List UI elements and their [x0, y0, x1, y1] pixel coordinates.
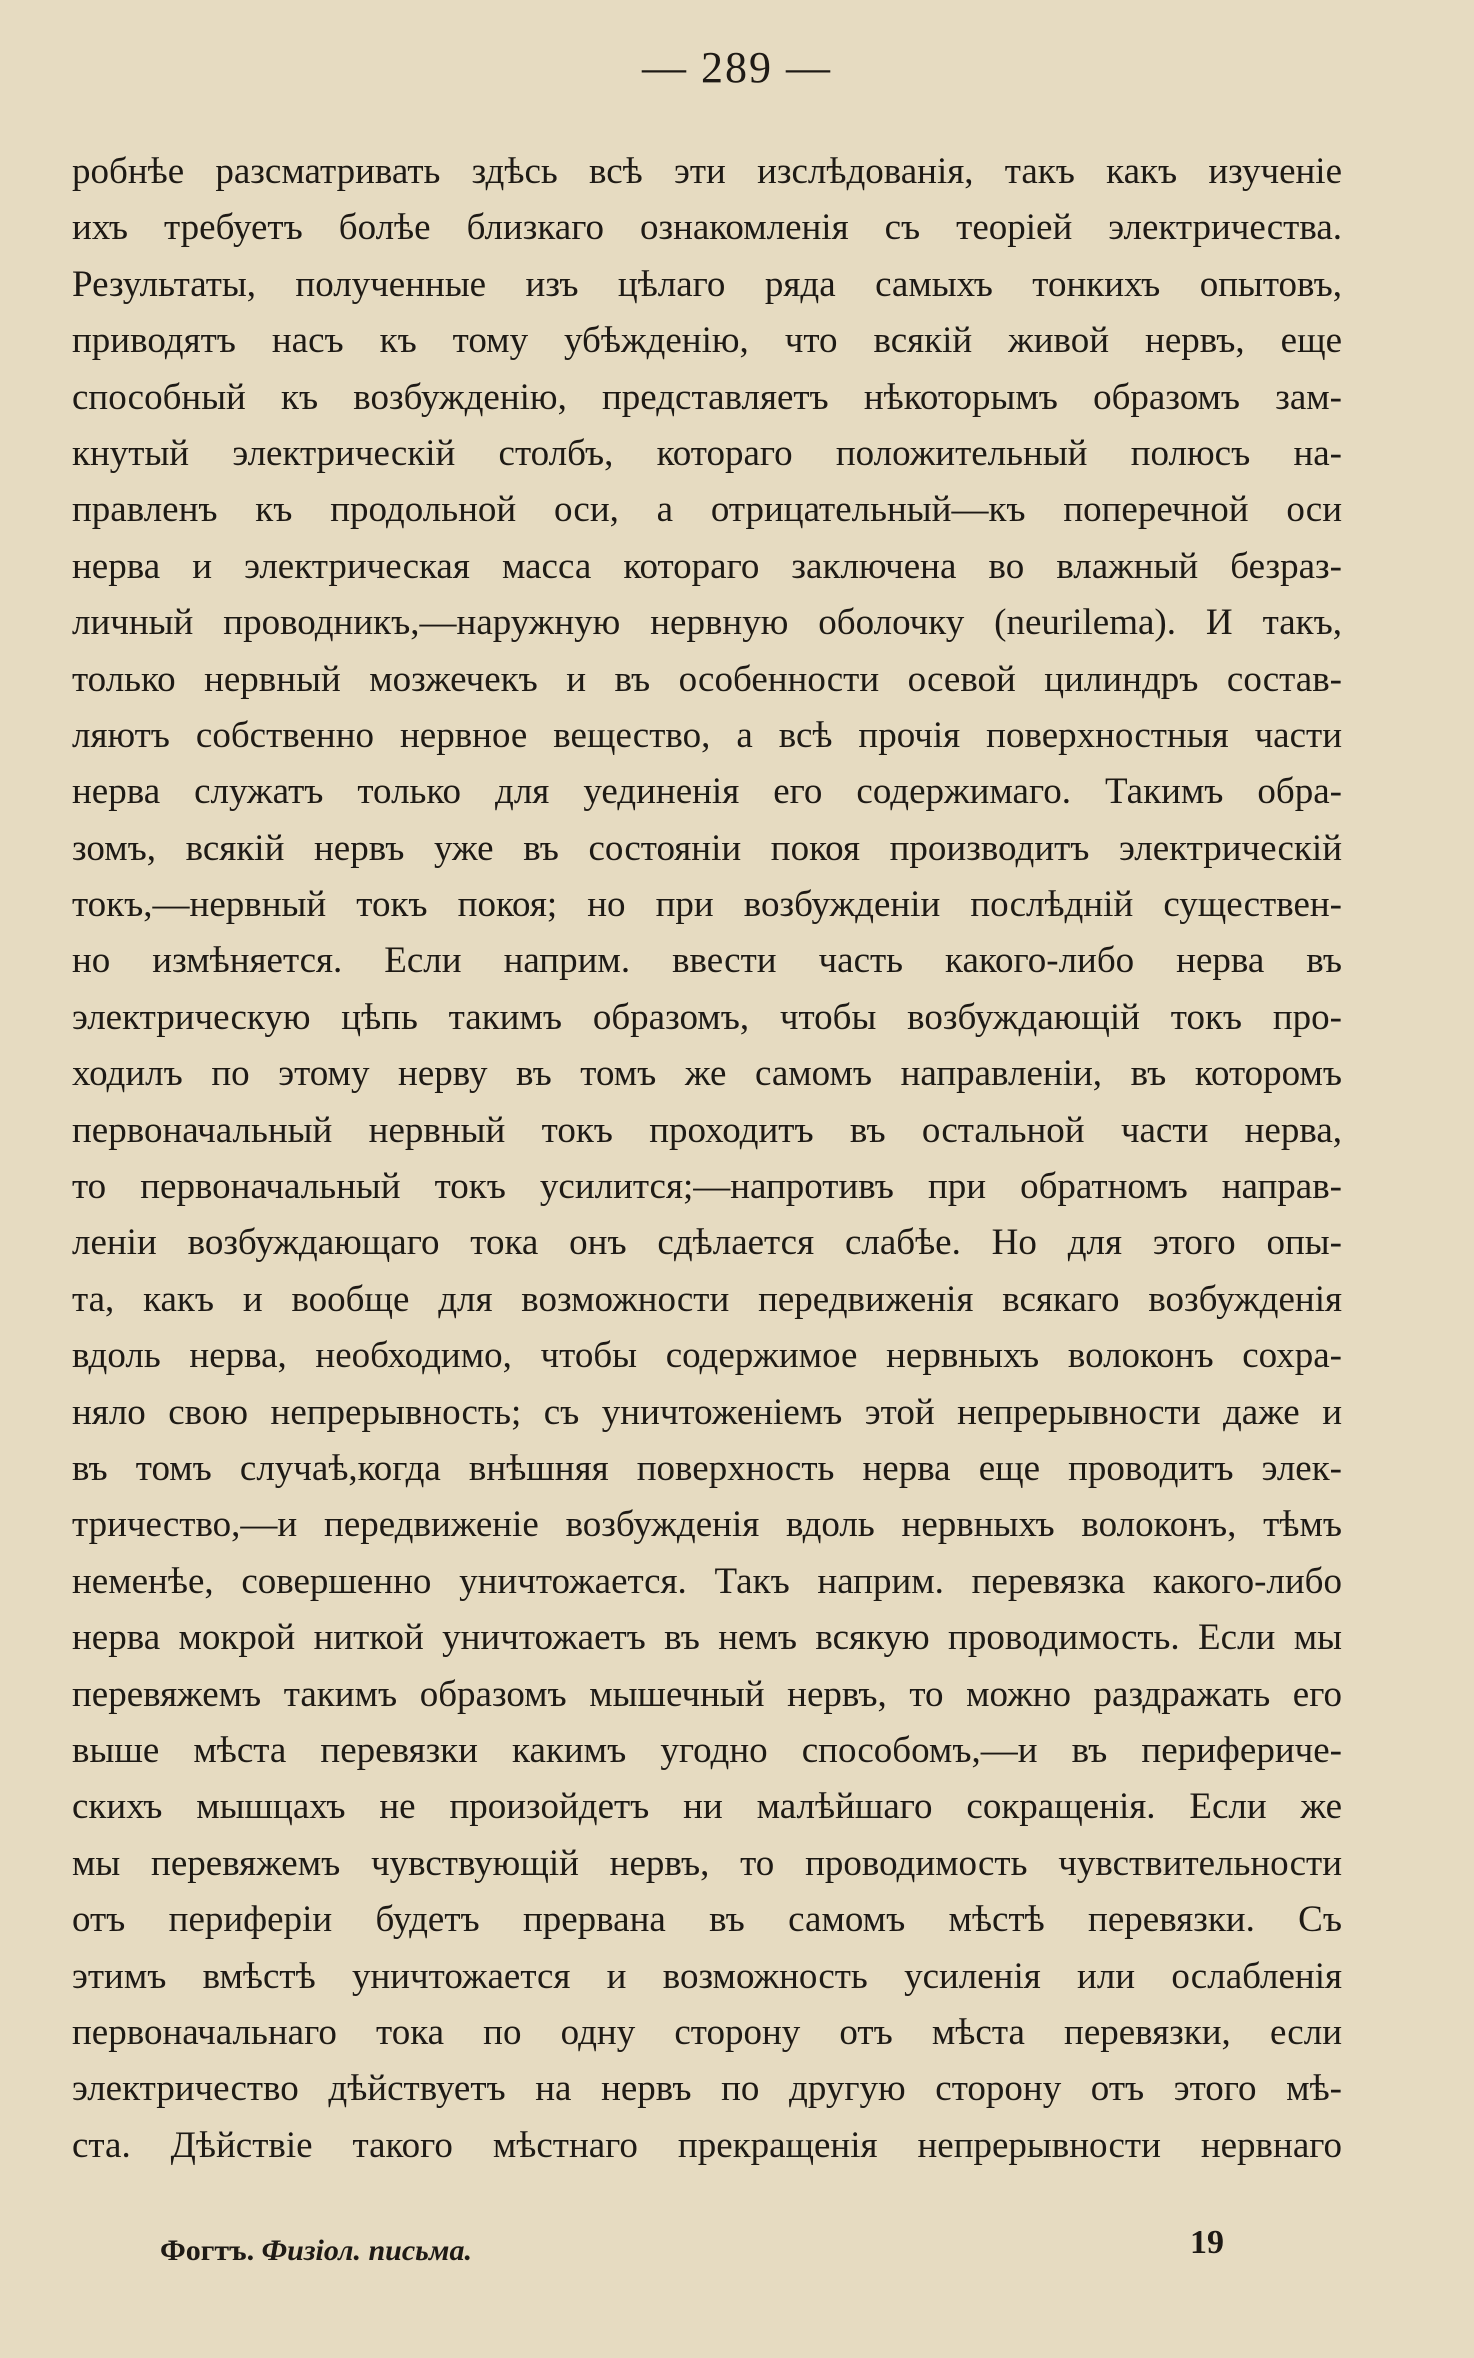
text-line: личный проводникъ,—наружную нервную оболочку (neurilema). И такъ,	[72, 602, 1342, 644]
text-line: то первоначальный токъ усилится;—напротивъ при обратномъ направ-	[72, 1166, 1342, 1208]
text-line: нерва и электрическая масса котораго заключена во влажный безраз-	[72, 545, 1342, 587]
text-line: электрическую цѣпь такимъ образомъ, чтобы возбуждающій токъ про-	[72, 996, 1342, 1038]
text-line: первоначальнаго тока по одну сторону отъ мѣста перевязки, если	[72, 2011, 1342, 2053]
footer-title: Физіол. письма.	[261, 2234, 472, 2267]
text-line: только нервный мозжечекъ и въ особенности осевой цилиндръ состав-	[72, 658, 1342, 700]
text-line: неменѣе, совершенно уничтожается. Такъ наприм. перевязка какого-либо	[72, 1560, 1342, 1602]
text-line: отъ периферіи будетъ прервана въ самомъ мѣстѣ перевязки. Съ	[72, 1899, 1342, 1941]
page-footer	[160, 2224, 1260, 2284]
text-line: та, какъ и вообще для возможности передвиженія всякаго возбужденія	[72, 1278, 1342, 1320]
text-line: леніи возбуждающаго тока онъ сдѣлается слабѣе. Но для этого опы-	[72, 1222, 1342, 1264]
text-line: тричество,—и передвиженіе возбужденія вдоль нервныхъ волоконъ, тѣмъ	[72, 1504, 1342, 1546]
text-line: мы перевяжемъ чувствующій нервъ, то проводимость чувствительности	[72, 1842, 1342, 1884]
text-line: ляютъ собственно нервное вещество, а всѣ прочія поверхностныя части	[72, 714, 1342, 756]
text-line: правленъ къ продольной оси, а отрицательный—къ поперечной оси	[72, 489, 1342, 531]
text-line: выше мѣста перевязки какимъ угодно способомъ,—и въ перифериче-	[72, 1729, 1342, 1771]
running-footer	[160, 2234, 472, 2268]
text-line: нерва служатъ только для уединенія его содержимаго. Такимъ обра-	[72, 771, 1342, 813]
signature-mark: 19	[1190, 2224, 1224, 2261]
text-line: зомъ, всякій нервъ уже въ состояніи покоя производитъ электрическій	[72, 827, 1342, 869]
text-line: кнутый электрическій столбъ, котораго положительный полюсъ на-	[72, 432, 1342, 474]
text-line: скихъ мышцахъ не произойдетъ ни малѣйшаго сокращенія. Если же	[72, 1786, 1342, 1828]
text-line: первоначальный нервный токъ проходитъ въ остальной части нерва,	[72, 1109, 1342, 1151]
text-line: но измѣняется. Если наприм. ввести часть какого-либо нерва въ	[72, 940, 1342, 982]
text-line: перевяжемъ такимъ образомъ мышечный нервъ, то можно раздражать его	[72, 1673, 1342, 1715]
text-line: робнѣе разсматривать здѣсь всѣ эти изслѣдованія, такъ какъ изученіе	[72, 151, 1342, 192]
text-line: электричество дѣйствуетъ на нервъ по другую сторону отъ этого мѣ-	[72, 2068, 1342, 2110]
text-line: ста. Дѣйствіе такого мѣстнаго прекращенія непрерывности нервнаго	[72, 2124, 1342, 2166]
footer-author: Фогтъ.	[160, 2234, 255, 2267]
page-number: — 289 —	[642, 43, 832, 92]
text-line: вдоль нерва, необходимо, чтобы содержимое нервныхъ волоконъ сохра-	[72, 1335, 1342, 1377]
text-line: Результаты, полученные изъ цѣлаго ряда самыхъ тонкихъ опытовъ,	[72, 263, 1342, 305]
text-line: приводятъ насъ къ тому убѣжденію, что всякій живой нервъ, еще	[72, 320, 1342, 362]
text-line: способный къ возбужденію, представляетъ нѣкоторымъ образомъ зам-	[72, 376, 1342, 418]
text-line: ходилъ по этому нерву въ томъ же самомъ направленіи, въ которомъ	[72, 1053, 1342, 1095]
text-line: этимъ вмѣстѣ уничтожается и возможность усиленія или ослабленія	[72, 1955, 1342, 1997]
body-text	[72, 144, 1342, 2174]
text-line: токъ,—нервный токъ покоя; но при возбужденіи послѣдній существен-	[72, 884, 1342, 926]
text-line: нерва мокрой ниткой уничтожаетъ въ немъ всякую проводимость. Если мы	[72, 1617, 1342, 1659]
text-line: няло свою непрерывность; съ уничтоженіемъ этой непрерывности даже и	[72, 1391, 1342, 1433]
text-line: въ томъ случаѣ,когда внѣшняя поверхность нерва еще проводитъ элек-	[72, 1447, 1342, 1489]
text-line: ихъ требуетъ болѣе близкаго ознакомленія съ теоріей электричества.	[72, 207, 1342, 249]
